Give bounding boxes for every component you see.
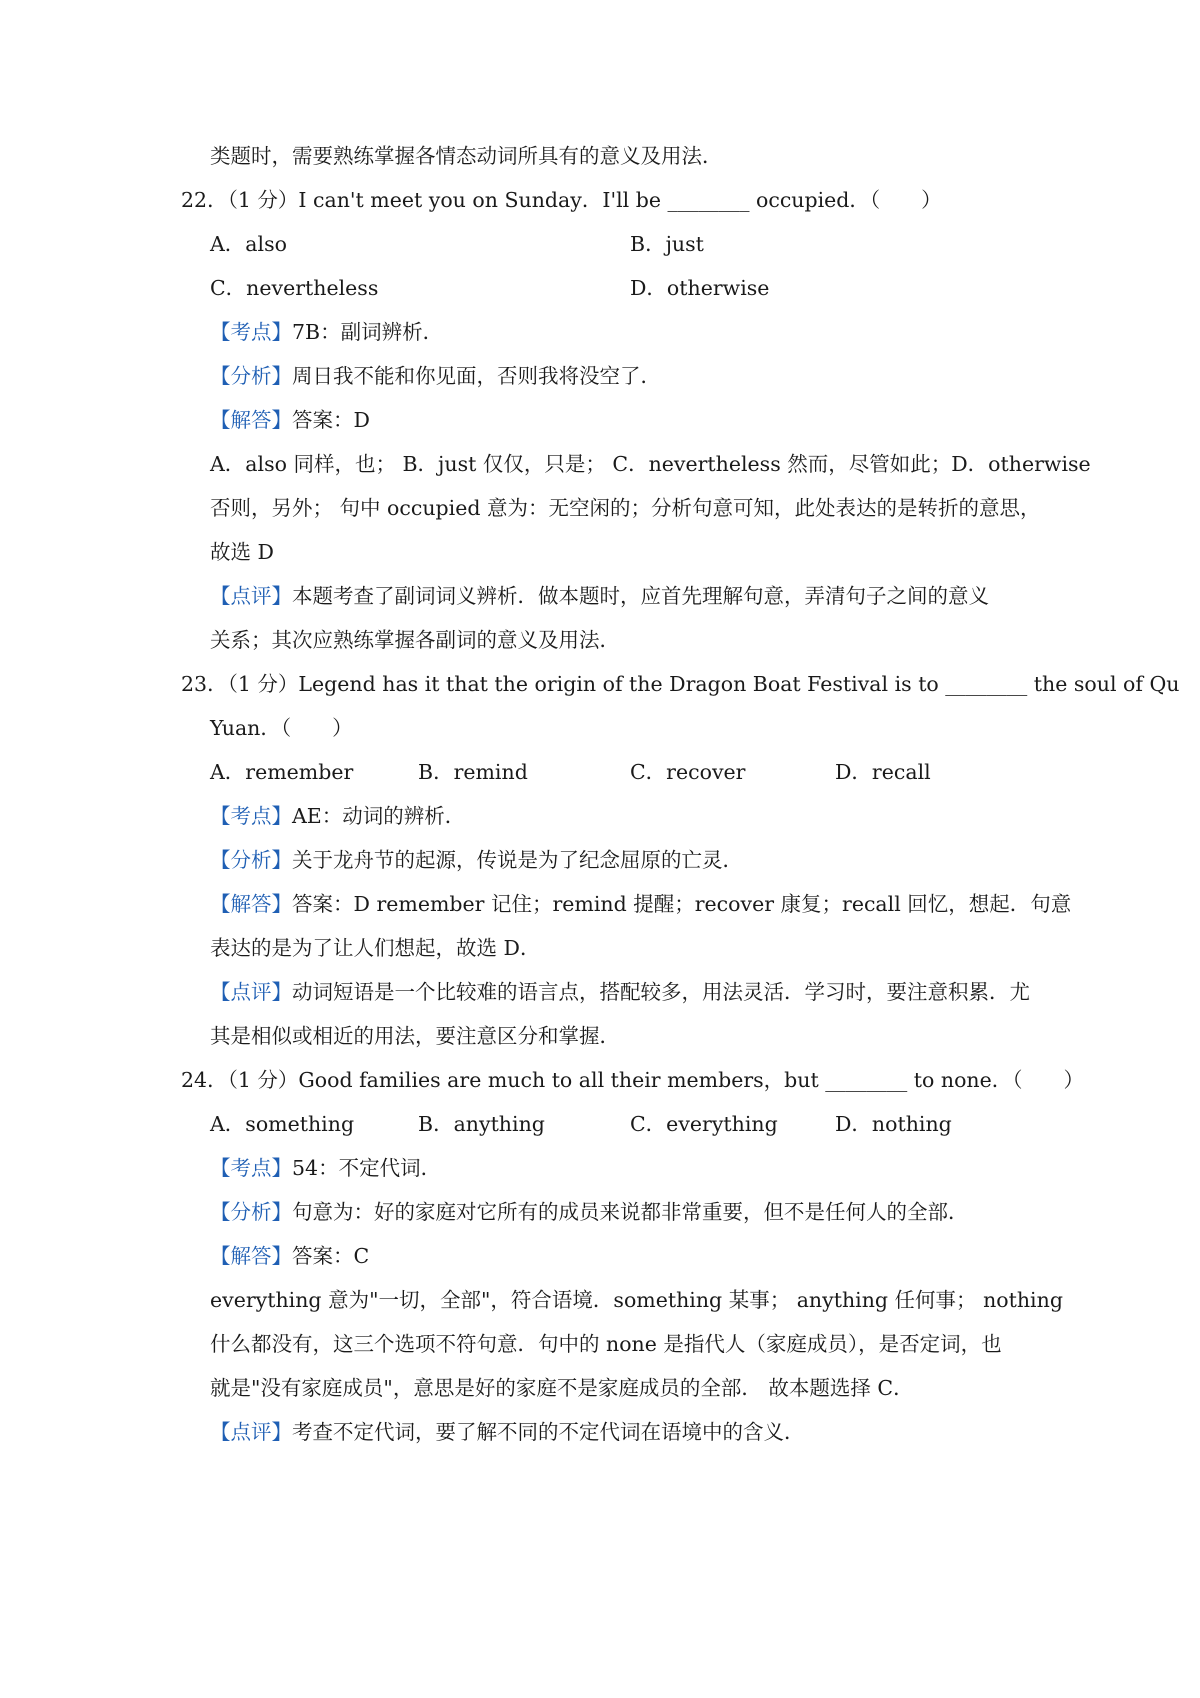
fenxi-tag: 【分析】 — [210, 364, 292, 388]
intro-line: 类题时，需要熟练掌握各情态动词所具有的意义及用法． — [210, 144, 723, 168]
fenxi-tag: 【分析】 — [210, 1200, 292, 1224]
kaodian-tag: 【考点】 — [210, 1156, 292, 1180]
q22-option-c: C．nevertheless — [210, 276, 379, 300]
kaodian-tag: 【考点】 — [210, 320, 292, 344]
q22-option-d: D．otherwise — [630, 276, 770, 300]
q23-stem: 23．（1 分）Legend has it that the origin of the Dragon Boat Festival is to ________ the soul of Qu — [181, 672, 1180, 696]
q22-kaodian — [210, 318, 443, 346]
q22-option-b: B．just — [630, 232, 704, 256]
q24-explanation-2: 什么都没有，这三个选项不符句意．句中的 none 是指代人（家庭成员），是否定词，也 — [210, 1332, 1002, 1356]
q24-dianping-text: 考查不定代词，要了解不同的不定代词在语境中的含义． — [292, 1420, 805, 1444]
q23-option-c: C．recover — [630, 760, 746, 784]
q22-stem: 22．（1 分）I can't meet you on Sunday．I'll be ________ occupied．（ ） — [181, 188, 942, 212]
q22-dianping — [210, 582, 989, 610]
q23-jieda-text: 答案：D remember 记住；remind 提醒；recover 康复；recall 回忆，想起．句意 — [292, 892, 1072, 916]
q23-dianping-2: 其是相似或相近的用法，要注意区分和掌握． — [210, 1024, 620, 1048]
dianping-tag: 【点评】 — [210, 584, 292, 608]
q24-option-c: C．everything — [630, 1112, 778, 1136]
q22-dianping-text: 本题考查了副词词义辨析．做本题时，应首先理解句意，弄清句子之间的意义 — [292, 584, 989, 608]
q22-dianping-2: 关系；其次应熟练掌握各副词的意义及用法． — [210, 628, 620, 652]
q24-explanation-3: 就是"没有家庭成员"，意思是好的家庭不是家庭成员的全部． 故本题选择 C． — [210, 1376, 914, 1400]
q23-jieda — [210, 890, 1071, 918]
q24-option-b: B．anything — [418, 1112, 545, 1136]
dianping-tag: 【点评】 — [210, 980, 292, 1004]
dianping-tag: 【点评】 — [210, 1420, 292, 1444]
q23-fenxi-text: 关于龙舟节的起源，传说是为了纪念屈原的亡灵． — [292, 848, 743, 872]
q22-explanation-1: A．also 同样，也； B．just 仅仅，只是； C．nevertheless 然而，尽管如此；D．otherwise — [210, 452, 1091, 476]
kaodian-tag: 【考点】 — [210, 804, 292, 828]
q24-option-a: A．something — [210, 1112, 355, 1136]
jieda-tag: 【解答】 — [210, 892, 292, 916]
jieda-tag: 【解答】 — [210, 408, 292, 432]
q22-kaodian-text: 7B：副词辨析． — [292, 320, 444, 344]
q24-kaodian-text: 54：不定代词． — [292, 1156, 442, 1180]
q22-jieda — [210, 406, 370, 434]
q24-stem: 24．（1 分）Good families are much to all their members，but ________ to none．（ ） — [181, 1068, 1084, 1092]
q24-fenxi — [210, 1198, 969, 1226]
q24-jieda-text: 答案：C — [292, 1244, 370, 1268]
q22-explanation-3: 故选 D — [210, 540, 274, 564]
q23-option-b: B．remind — [418, 760, 528, 784]
q23-stem-2: Yuan．（ ） — [210, 716, 353, 740]
q24-option-d: D．nothing — [835, 1112, 952, 1136]
fenxi-tag: 【分析】 — [210, 848, 292, 872]
q23-option-a: A．remember — [210, 760, 354, 784]
q22-option-a: A．also — [210, 232, 287, 256]
q24-fenxi-text: 句意为：好的家庭对它所有的成员来说都非常重要，但不是任何人的全部． — [292, 1200, 969, 1224]
q24-explanation-1: everything 意为"一切，全部"，符合语境．something 某事； anything 任何事； nothing — [210, 1288, 1063, 1312]
q22-jieda-text: 答案：D — [292, 408, 370, 432]
q24-kaodian — [210, 1154, 441, 1182]
q24-dianping — [210, 1418, 805, 1446]
q22-explanation-2: 否则，另外； 句中 occupied 意为：无空闲的；分析句意可知，此处表达的是转折的意思， — [210, 496, 1041, 520]
q24-jieda — [210, 1242, 369, 1270]
q23-dianping-text: 动词短语是一个比较难的语言点，搭配较多，用法灵活．学习时，要注意积累．尤 — [292, 980, 1030, 1004]
q22-fenxi-text: 周日我不能和你见面，否则我将没空了． — [292, 364, 661, 388]
q23-kaodian-text: AE：动词的辨析． — [292, 804, 466, 828]
q23-fenxi — [210, 846, 743, 874]
jieda-tag: 【解答】 — [210, 1244, 292, 1268]
q23-dianping — [210, 978, 1030, 1006]
q23-kaodian — [210, 802, 465, 830]
q22-fenxi — [210, 362, 661, 390]
q23-jieda-2: 表达的是为了让人们想起，故选 D． — [210, 936, 541, 960]
q23-option-d: D．recall — [835, 760, 931, 784]
